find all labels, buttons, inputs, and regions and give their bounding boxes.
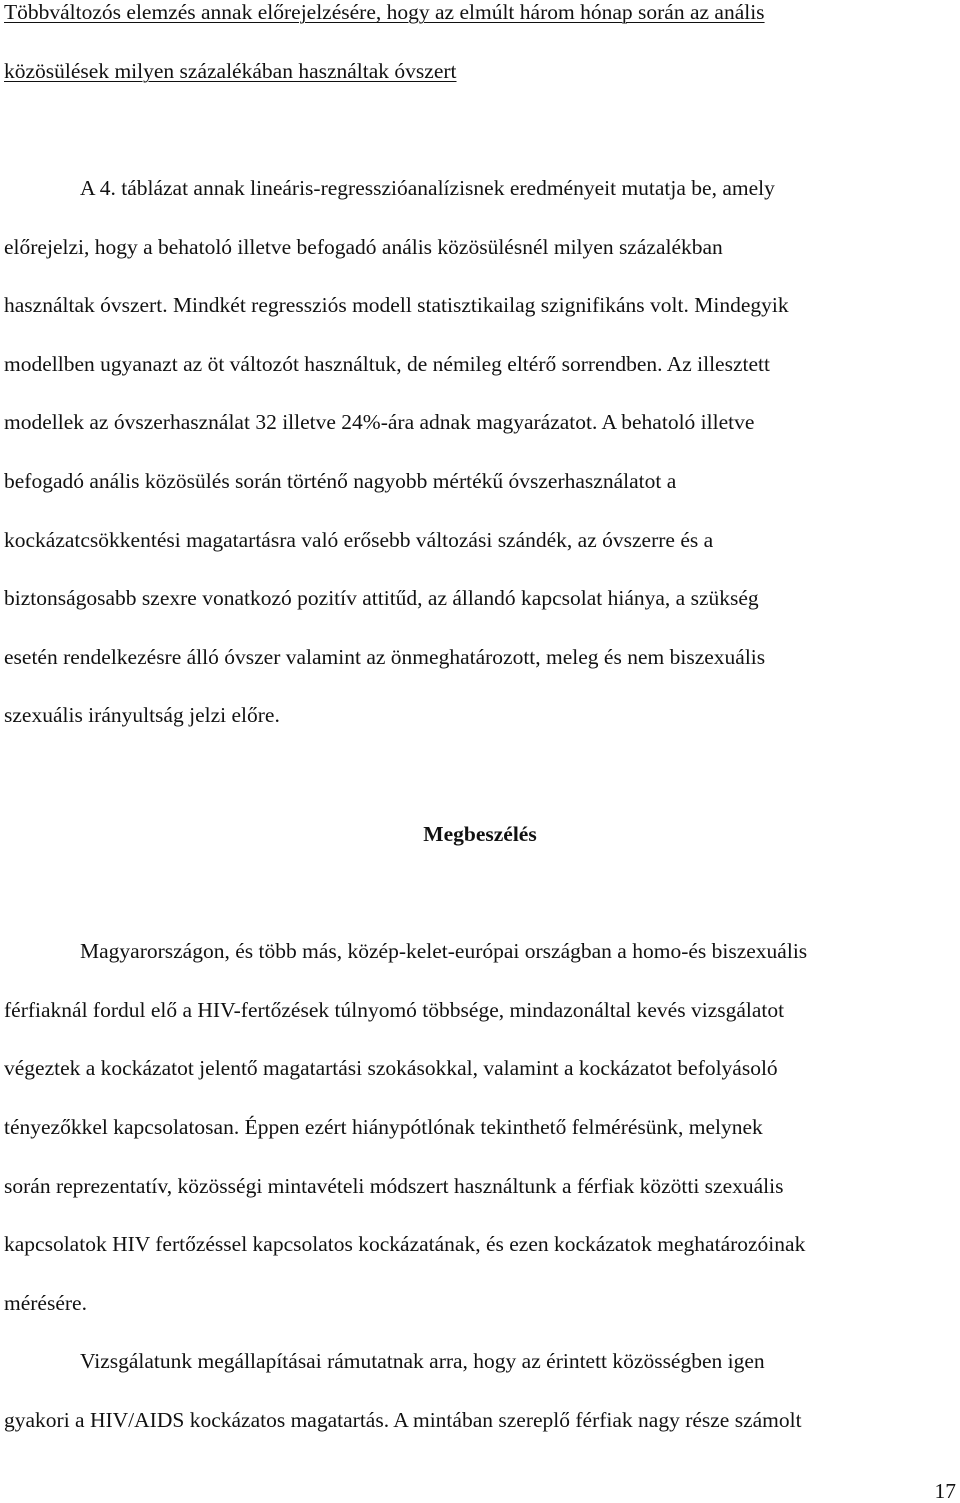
- paragraph1-line-1: A 4. táblázat annak lineáris-regresszióanalízisnek eredményeit mutatja be, amely: [80, 176, 775, 200]
- paragraph2-line-6: kapcsolatok HIV fertőzéssel kapcsolatos kockázatának, és ezen kockázatok meghatározóinak: [4, 1232, 806, 1256]
- paragraph3-line-1: Vizsgálatunk megállapításai rámutatnak arra, hogy az érintett közösségben igen: [80, 1349, 765, 1373]
- paragraph2-line-4: tényezőkkel kapcsolatosan. Éppen ezért hiánypótlónak tekinthető felmérésünk, melynek: [4, 1115, 763, 1139]
- paragraph1-line-3: használtak óvszert. Mindkét regressziós modell statisztikailag szignifikáns volt. Mindegyik: [4, 293, 789, 317]
- page-number: 17: [934, 1479, 956, 1503]
- paragraph2-line-3: végeztek a kockázatot jelentő magatartási szokásokkal, valamint a kockázatot befolyásoló: [4, 1056, 778, 1080]
- paragraph2-line-2: férfiaknál fordul elő a HIV-fertőzések túlnyomó többsége, mindazonáltal kevés vizsgálatot: [4, 998, 785, 1022]
- paragraph1-line-4: modellben ugyanazt az öt változót használtuk, de némileg eltérő sorrendben. Az illesztett: [4, 352, 770, 376]
- paragraph1-line-10: szexuális irányultság jelzi előre.: [4, 703, 280, 727]
- paragraph1-line-6: befogadó anális közösülés során történő nagyobb mértékű óvszerhasználatot a: [4, 469, 677, 493]
- paragraph2-line-7: mérésére.: [4, 1291, 87, 1315]
- paragraph1-line-7: kockázatcsökkentési magatartásra való erősebb változási szándék, az óvszerre és a: [4, 528, 714, 552]
- paragraph1-line-5: modellek az óvszerhasználat 32 illetve 24%-ára adnak magyarázatot. A behatoló illetve: [4, 410, 755, 434]
- paragraph2-line-1: Magyarországon, és több más, közép-kelet-európai országban a homo-és biszexuális: [80, 939, 808, 963]
- section-title-line-2: közösülések milyen százalékában használtak óvszert: [4, 59, 457, 83]
- paragraph2-line-5: során reprezentatív, közösségi mintavételi módszert használtunk a férfiak közötti szexuális: [4, 1174, 784, 1198]
- paragraph1-line-9: esetén rendelkezésre álló óvszer valamint az önmeghatározott, meleg és nem biszexuális: [4, 645, 766, 669]
- section-title-line-1: Többváltozós elemzés annak előrejelzésére, hogy az elmúlt három hónap során az anális: [4, 0, 765, 24]
- discussion-heading: Megbeszélés: [423, 822, 537, 846]
- paragraph3-line-2: gyakori a HIV/AIDS kockázatos magatartás. A mintában szereplő férfiak nagy része számolt: [4, 1408, 802, 1432]
- paragraph1-line-8: biztonságosabb szexre vonatkozó pozitív attitűd, az állandó kapcsolat hiánya, a szükség: [4, 586, 759, 610]
- paragraph1-line-2: előrejelzi, hogy a behatoló illetve befogadó anális közösülésnél milyen százalékban: [4, 235, 723, 259]
